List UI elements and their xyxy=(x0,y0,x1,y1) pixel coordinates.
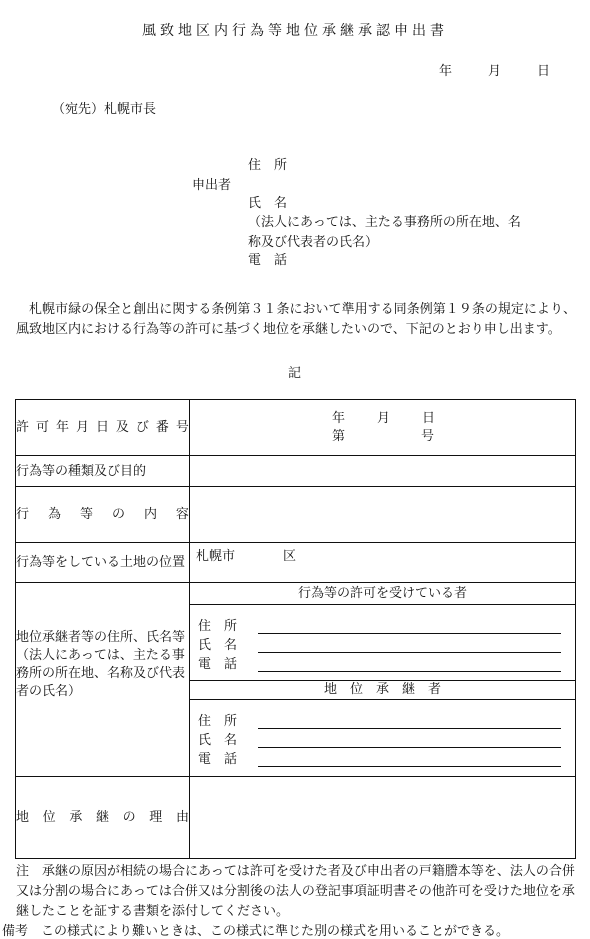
successor-phone-input[interactable] xyxy=(258,753,561,767)
type-purpose-field[interactable] xyxy=(190,456,576,487)
application-date xyxy=(439,60,550,79)
permit-holder-header: 行為等の許可を受けている者 xyxy=(190,583,575,605)
permit-holder-name-row xyxy=(198,634,567,653)
applicant-label: 申出者 xyxy=(192,178,232,193)
successor-label: 地位承継者等の住所、氏名等（法人にあっては、主たる事務所の所在地、名称及び代表者の氏名） xyxy=(16,583,190,777)
successor-field xyxy=(190,583,576,777)
permit-date-no-field[interactable] xyxy=(190,400,576,456)
table-row xyxy=(16,777,576,859)
applicant-corp-note-2: 称及び代表者の氏名） xyxy=(248,235,379,250)
permit-holder-phone-row xyxy=(198,653,567,672)
permit-holder-address-input[interactable] xyxy=(258,620,561,634)
permit-holder-address-label: 住 所 xyxy=(198,619,238,634)
table-row xyxy=(16,583,576,777)
permit-dai: 第 xyxy=(332,428,346,444)
document-title: 風致地区内行為等地位承継承認申出書 xyxy=(142,23,448,39)
permit-holder-phone-input[interactable] xyxy=(258,658,561,672)
land-location-field[interactable] xyxy=(190,543,576,583)
land-city: 札幌市 xyxy=(196,549,236,564)
content-field[interactable] xyxy=(190,487,576,543)
permit-go: 号 xyxy=(421,428,435,444)
successor-address-input[interactable] xyxy=(258,715,561,729)
applicant-phone-label: 電 話 xyxy=(248,253,288,268)
remark-text: 備考 この様式により難いときは、この様式に準じた別の様式を用いることができる。 xyxy=(2,924,510,939)
land-location-label: 行為等をしている土地の位置 xyxy=(16,543,190,583)
permit-holder-phone-label: 電 話 xyxy=(198,657,238,672)
successor-header: 地 位 承 継 者 xyxy=(190,681,575,700)
successor-address-label: 住 所 xyxy=(198,714,238,729)
date-day: 日 xyxy=(537,64,551,79)
applicant-name-label: 氏 名 xyxy=(248,196,288,211)
type-purpose-label: 行為等の種類及び目的 xyxy=(16,456,190,487)
reason-field[interactable] xyxy=(190,777,576,859)
land-ward: 区 xyxy=(283,549,297,564)
successor-phone-row xyxy=(198,748,567,767)
application-form-table xyxy=(15,399,576,859)
table-row xyxy=(16,400,576,456)
table-row xyxy=(16,487,576,543)
permit-date-no-label: 許 可 年 月 日 及 び 番 号 xyxy=(16,400,190,456)
successor-phone-label: 電 話 xyxy=(198,752,238,767)
applicant-corp-note-1: （法人にあっては、主たる事務所の所在地、名 xyxy=(248,215,521,230)
date-month: 月 xyxy=(488,64,502,79)
permit-year: 年 xyxy=(332,410,346,426)
addressee: （宛先）札幌市長 xyxy=(52,102,157,117)
content-label: 行 為 等 の 内 容 xyxy=(16,487,190,543)
ki-heading: 記 xyxy=(288,366,302,381)
successor-name-row xyxy=(198,729,567,748)
body-text: 札幌市緑の保全と創出に関する条例第３１条において準用する同条例第１９条の規定により、風致地区内における行為等の許可に基づく地位を承継したいので、下記のとおり申し出ます。 xyxy=(16,302,576,337)
permit-holder-name-label: 氏 名 xyxy=(198,638,238,653)
successor-name-label: 氏 名 xyxy=(198,733,238,748)
table-row xyxy=(16,543,576,583)
table-row xyxy=(16,456,576,487)
successor-address-row xyxy=(198,710,567,729)
permit-holder-fields xyxy=(190,605,575,681)
permit-day: 日 xyxy=(422,410,436,426)
date-year: 年 xyxy=(439,64,453,79)
successor-name-input[interactable] xyxy=(258,734,561,748)
reason-label: 地 位 承 継 の 理 由 xyxy=(16,777,190,859)
permit-holder-address-row xyxy=(198,615,567,634)
applicant-address-label: 住 所 xyxy=(248,158,288,173)
note-text: 注 承継の原因が相続の場合にあっては許可を受けた者及び申出者の戸籍謄本等を、法人の合併又は分割の場合にあっては合併又は分割後の法人の登記事項証明書その他許可を受けた地位を承継したことを証する書類を添付してください。 xyxy=(16,864,575,919)
permit-month: 月 xyxy=(377,410,391,426)
permit-holder-name-input[interactable] xyxy=(258,639,561,653)
successor-fields xyxy=(190,700,575,773)
